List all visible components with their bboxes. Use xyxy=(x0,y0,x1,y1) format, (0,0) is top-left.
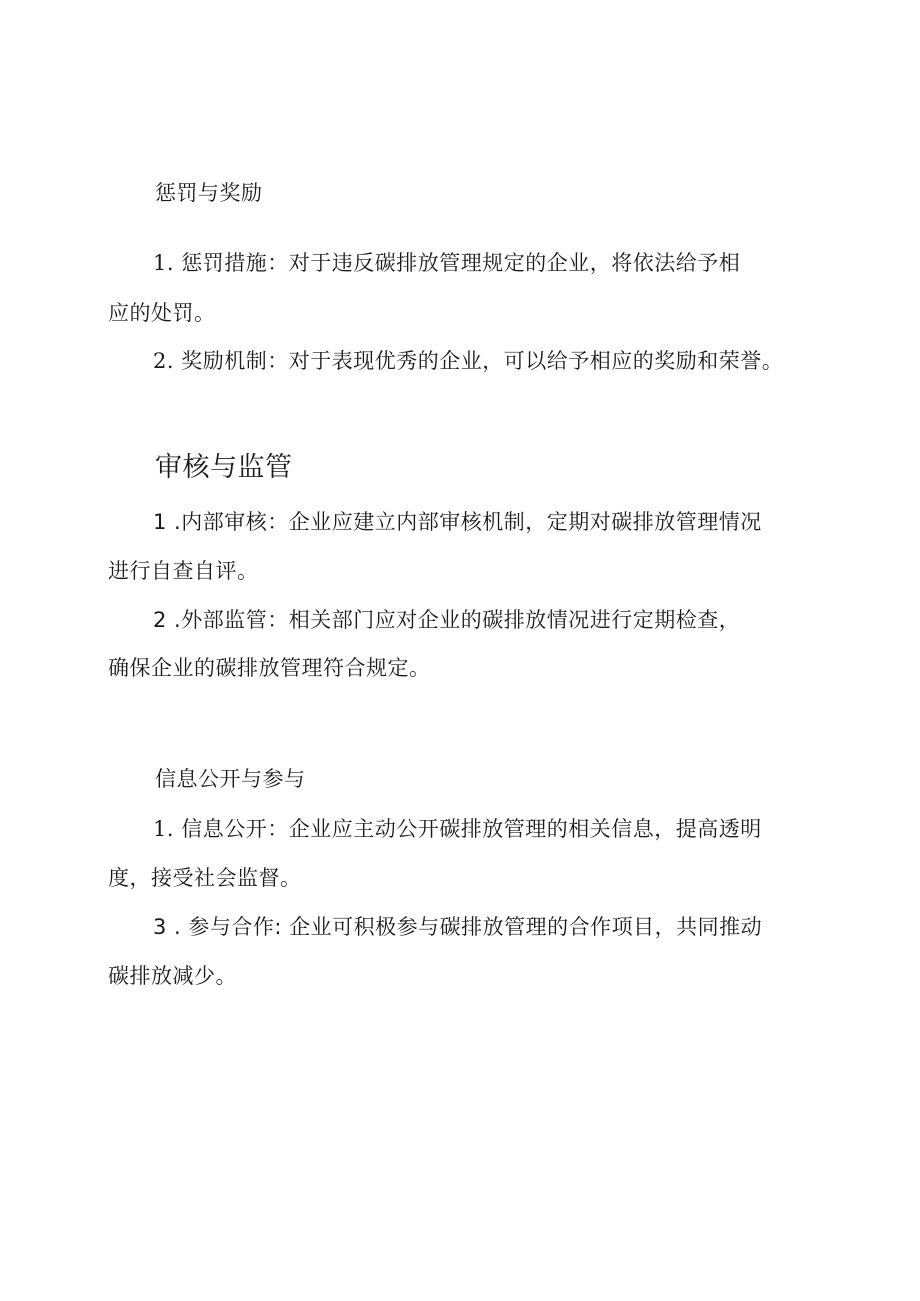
section-heading-penalty-reward: 惩罚与奖励 xyxy=(155,181,263,205)
internal-audit-line-2: 进行自查自评。 xyxy=(108,559,259,583)
penalty-item-line-1: 1. 惩罚措施：对于违反碳排放管理规定的企业，将依法给予相 xyxy=(153,251,741,275)
participation-item-line-1: 3 . 参与合作: 企业可积极参与碳排放管理的合作项目，共同推动 xyxy=(153,915,763,939)
reward-item-line-1: 2. 奖励机制：对于表现优秀的企业，可以给予相应的奖励和荣誉。 xyxy=(153,349,784,373)
external-supervision-line-1: 2 .外部监管：相关部门应对企业的碳排放情况进行定期检查， xyxy=(153,608,741,632)
section-heading-audit-supervision: 审核与监管 xyxy=(155,452,293,483)
external-supervision-line-2: 确保企业的碳排放管理符合规定。 xyxy=(108,656,431,680)
internal-audit-line-1: 1 .内部审核：企业应建立内部审核机制，定期对碳排放管理情况 xyxy=(153,510,762,534)
disclosure-item-line-2: 度，接受社会监督。 xyxy=(108,866,302,890)
participation-item-line-2: 碳排放减少。 xyxy=(108,964,237,988)
disclosure-item-line-1: 1. 信息公开：企业应主动公开碳排放管理的相关信息，提高透明 xyxy=(153,817,762,841)
section-heading-disclosure-participation: 信息公开与参与 xyxy=(155,767,306,791)
penalty-item-line-2: 应的处罚。 xyxy=(108,301,216,325)
